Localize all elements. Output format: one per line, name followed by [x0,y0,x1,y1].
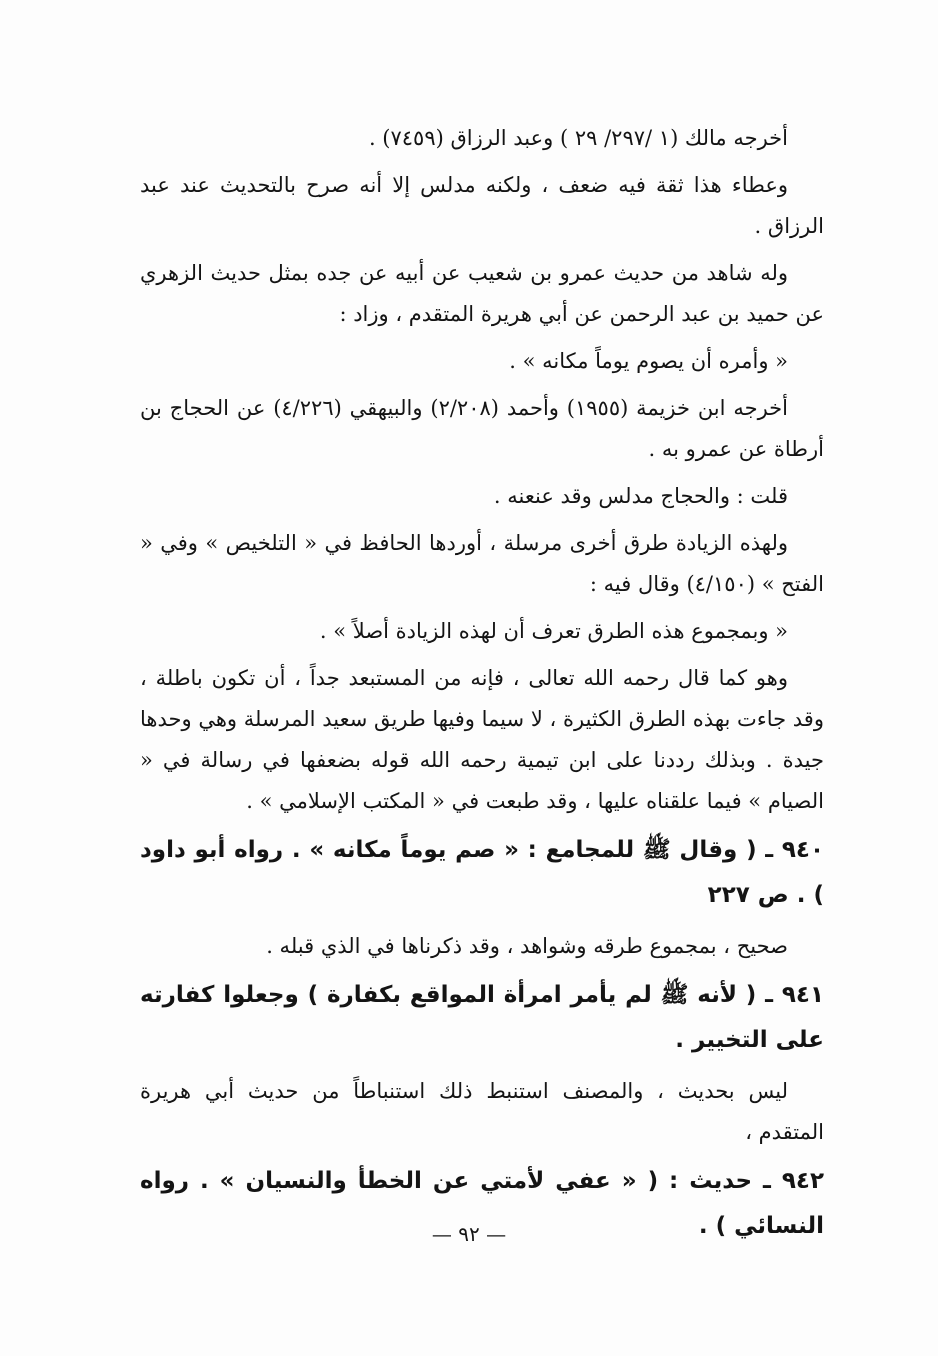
hadith-940: ٩٤٠ ـ ( وقال ﷺ للمجامع : « صم يوماً مكانه » . رواه أبو داود ) . ص ٢٢٧ [140,837,824,908]
paragraph-qultu: قلت : والحجاج مدلس وقد عنعنه . [493,484,788,508]
paragraph-laysa-bihadith: ليس بحديث ، والمصنف استنبط ذلك استنباطاً من حديث أبي هريرة المتقدم ، [140,1079,824,1144]
paragraph-ata-note: وعطاء هذا ثقة فيه ضعف ، ولكنه مدلس إلا أنه صرح بالتحديث عند عبد الرزاق . [140,173,824,238]
quote-yasum: « وأمره أن يصوم يوماً مكانه » . [509,349,788,373]
page-number: — ٩٢ — [431,1222,507,1246]
hadith-941: ٩٤١ ـ ( لأنه ﷺ لم يأمر امرأة المواقع بكفارة ) وجعلوا كفارته على التخيير . [140,982,824,1053]
hadith-942: ٩٤٢ ـ حديث : ( « عفي لأمتي عن الخطأ والنسيان » . رواه النسائي ) . [140,1168,824,1239]
paragraph-malik-citation: أخرجه مالك (١ /٢٩٧/ ٢٩ ) وعبد الرزاق (٧٤٥٩) . [368,126,788,150]
page-body [140,118,824,1257]
paragraph-ibn-khuzayma: أخرجه ابن خزيمة (١٩٥٥) وأحمد (٢/٢٠٨) والبيهقي (٤/٢٢٦) عن الحجاج بن أرطاة عن عمرو به . [140,396,824,461]
paragraph-shahid: وله شاهد من حديث عمرو بن شعيب عن أبيه عن جده بمثل حديث الزهري عن حميد بن عبد الرحمن عن أبي هريرة المتقدم ، وزاد : [140,261,824,326]
paragraph-commentary: وهو كما قال رحمه الله تعالى ، فإنه من المستبعد جداً ، أن تكون باطلة ، وقد جاءت بهذه الطرق الكثيرة ، لا سيما وفيها طريق سعيد المرسلة وهي وحدها جيدة . وبذلك رددنا على ابن تيمية رحمه الله قوله بضعفها في رسالة في « الصيام » فيما علقناه عليها ، وقد طبعت في « المكتب الإسلامي » . [140,666,824,813]
paragraph-talkhis: ولهذه الزيادة طرق أخرى مرسلة ، أوردها الحافظ في « التلخيص » وفي « الفتح » (٤/١٥٠) وقال فيه : [140,531,824,596]
quote-asl: « وبمجموع هذه الطرق تعرف أن لهذه الزيادة أصلاً » . [319,619,788,643]
paragraph-sahih: صحيح ، بمجموع طرقه وشواهد ، وقد ذكرناها في الذي قبله . [266,934,788,958]
